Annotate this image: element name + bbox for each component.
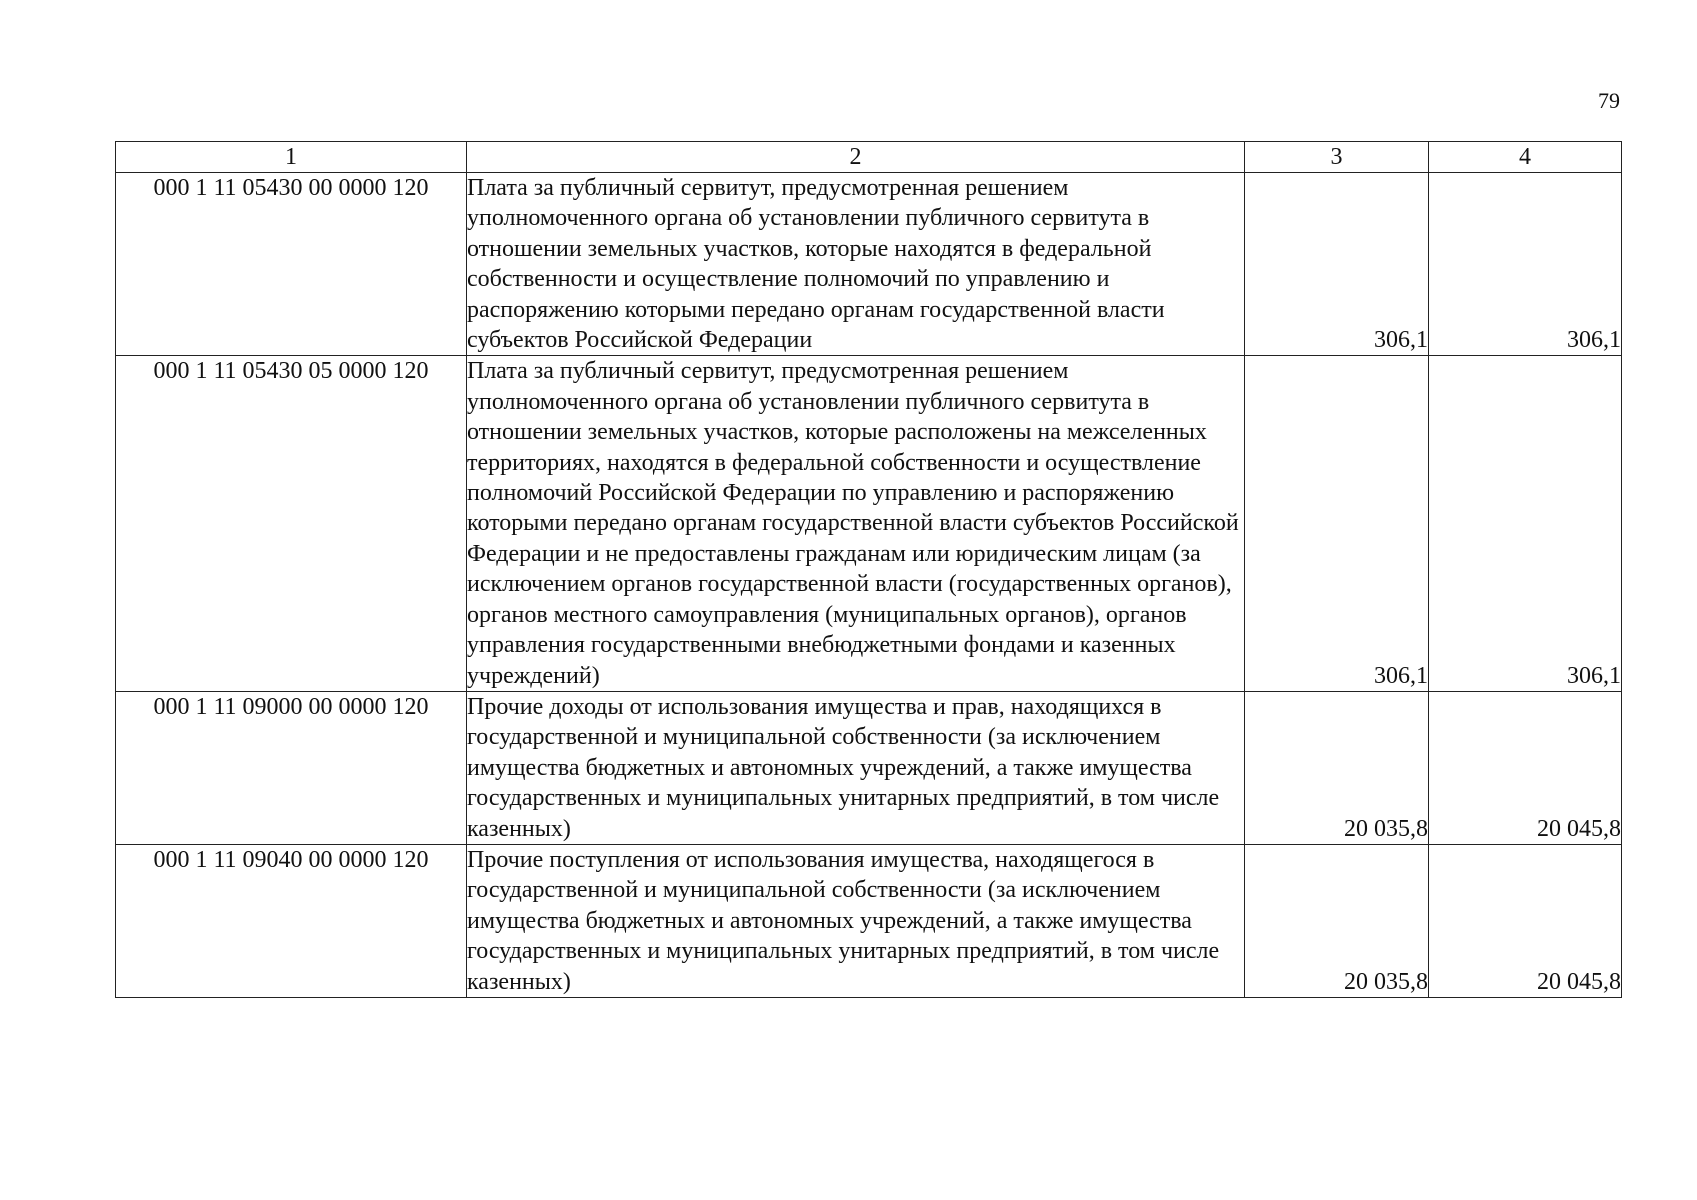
column-header-1: 1: [116, 142, 467, 173]
amount-column-4-cell: 20 045,8: [1429, 691, 1622, 844]
column-header-3: 3: [1245, 142, 1429, 173]
table-row: [116, 356, 1622, 691]
budget-code-cell: 000 1 11 05430 00 0000 120: [116, 173, 467, 356]
amount-column-3-cell: 306,1: [1245, 356, 1429, 691]
revenue-name-cell: Прочие поступления от использования имущества, находящегося в государственной и муниципальной собственности (за исключением имущества бюджетных и автономных учреждений, а также имущества государственных и муниципальных унитарных предприятий, в том числе казенных): [467, 844, 1245, 997]
revenue-name-cell: Плата за публичный сервитут, предусмотренная решением уполномоченного органа об установлении публичного сервитута в отношении земельных участков, которые расположены на межселенных территориях, находятся в федеральной собственности и осуществление полномочий Российской Федерации по управлению и распоряжению которыми передано органам государственной власти субъектов Российской Федерации и не предоставлены гражданам или юридическим лицам (за исключением органов государственной власти (государственных органов), органов местного самоуправления (муниципальных органов), органов управления государственными внебюджетными фондами и казенных учреждений): [467, 356, 1245, 691]
revenue-name-cell: Прочие доходы от использования имущества и прав, находящихся в государственной и муниципальной собственности (за исключением имущества бюджетных и автономных учреждений, а также имущества государственных и муниципальных унитарных предприятий, в том числе казенных): [467, 691, 1245, 844]
column-number-header-row: [116, 142, 1622, 173]
amount-column-4-cell: 306,1: [1429, 356, 1622, 691]
budget-code-cell: 000 1 11 09040 00 0000 120: [116, 844, 467, 997]
column-header-4: 4: [1429, 142, 1622, 173]
revenue-name-cell: Плата за публичный сервитут, предусмотренная решением уполномоченного органа об установлении публичного сервитута в отношении земельных участков, которые находятся в федеральной собственности и осуществление полномочий по управлению и распоряжению которыми передано органам государственной власти субъектов Российской Федерации: [467, 173, 1245, 356]
budget-revenue-table: [115, 141, 1622, 998]
amount-column-4-cell: 20 045,8: [1429, 844, 1622, 997]
amount-column-3-cell: 20 035,8: [1245, 691, 1429, 844]
column-header-2: 2: [467, 142, 1245, 173]
page-number: 79: [1598, 88, 1620, 113]
table-row: [116, 691, 1622, 844]
amount-column-4-cell: 306,1: [1429, 173, 1622, 356]
budget-code-cell: 000 1 11 05430 05 0000 120: [116, 356, 467, 691]
amount-column-3-cell: 306,1: [1245, 173, 1429, 356]
table-row: [116, 173, 1622, 356]
budget-code-cell: 000 1 11 09000 00 0000 120: [116, 691, 467, 844]
amount-column-3-cell: 20 035,8: [1245, 844, 1429, 997]
table-row: [116, 844, 1622, 997]
